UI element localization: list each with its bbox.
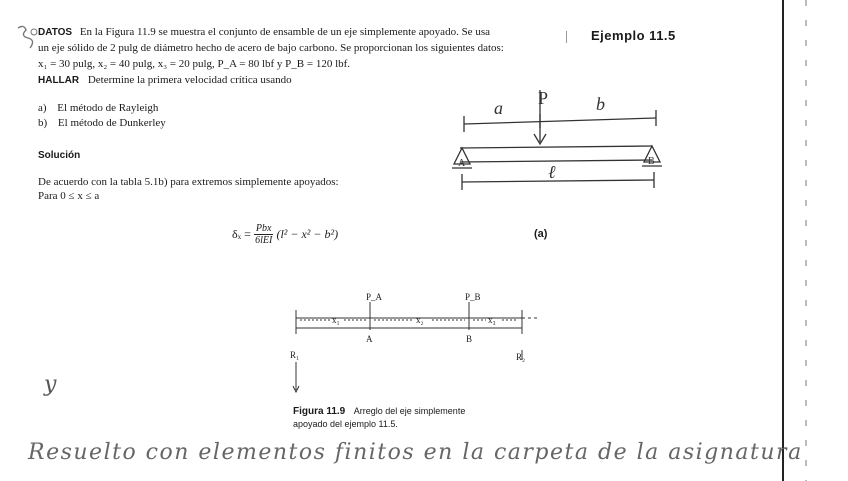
method-b <box>38 117 166 129</box>
sketch-label-a: a <box>494 98 503 118</box>
sketch-label-b: b <box>596 94 605 114</box>
figure-11-9-diagram <box>286 290 556 402</box>
method-a-text: El método de Rayleigh <box>57 102 159 114</box>
method-a <box>38 102 158 114</box>
method-a-marker: a) <box>38 102 47 114</box>
sketch-support-left: A <box>458 158 466 169</box>
figure-load-b: P_B <box>465 292 481 302</box>
deflection-formula <box>232 223 338 246</box>
sketch-caption: (a) <box>534 228 548 240</box>
datos-line-3: x₁ = 30 pulg, x₂ = 40 pulg, x₃ = 20 pulg, P_A = 80 lbf y P_B = 120 lbf. <box>38 58 351 70</box>
hand-sketch-beam <box>448 84 678 204</box>
figure-caption-line-1: Arreglo del eje simplemente <box>353 406 466 416</box>
datos-text-1: En la Figura 11.9 se muestra el conjunto de ensamble de un eje simplemente apoyado. Se usa <box>79 26 490 38</box>
sketch-label-p: P <box>538 88 549 108</box>
solution-line-2: Para 0 ≤ x ≤ a <box>38 190 100 202</box>
figure-reaction-2: R₂ <box>516 352 526 362</box>
figure-dim-x2: x₂ <box>416 315 424 325</box>
handwritten-margin-y: y <box>44 372 57 397</box>
page-edge-marks <box>805 0 807 481</box>
hallar-label: HALLAR <box>38 75 80 86</box>
hallar-line <box>38 74 292 86</box>
figure-load-a: P_A <box>366 292 383 302</box>
datos-label: DATOS <box>38 27 73 38</box>
figure-caption <box>293 405 465 430</box>
formula-numerator: Pbx <box>255 223 272 234</box>
sketch-support-right: B <box>648 156 655 167</box>
datos-line-1 <box>38 26 490 38</box>
figure-caption-label: Figura 11.9 <box>293 406 346 417</box>
hallar-text: Determine la primera velocidad crítica usando <box>87 74 292 86</box>
formula-fraction <box>254 223 274 246</box>
figure-dim-x1: x₁ <box>332 315 340 325</box>
figure-point-b: B <box>466 334 473 344</box>
formula-rest: (l² − x² − b²) <box>276 227 339 241</box>
method-b-marker: b) <box>38 117 48 129</box>
example-number: Ejemplo 11.5 <box>591 28 676 43</box>
solution-line-1: De acuerdo con la tabla 5.1b) para extremos simplemente apoyados: <box>38 176 339 188</box>
figure-caption-line-2: apoyado del ejemplo 11.5. <box>293 419 398 429</box>
method-b-text: El método de Dunkerley <box>57 117 166 129</box>
page-binding-rule <box>782 0 784 481</box>
formula-denominator: 6lEI <box>255 235 273 246</box>
figure-point-a: A <box>366 334 373 344</box>
sketch-label-l: ℓ <box>548 162 556 182</box>
formula-lhs: δₓ = <box>232 227 251 241</box>
datos-line-2: un eje sólido de 2 pulg de diámetro hecho de acero de bajo carbono. Se proporcionan los siguientes datos: <box>38 42 504 54</box>
solution-heading: Solución <box>38 150 81 161</box>
figure-dim-x3: x₃ <box>488 315 496 325</box>
figure-reaction-1: R₁ <box>290 350 300 360</box>
handwritten-bottom-note: Resuelto con elementos finitos en la carpeta de la asignatura <box>28 440 803 465</box>
header-divider <box>566 31 567 43</box>
